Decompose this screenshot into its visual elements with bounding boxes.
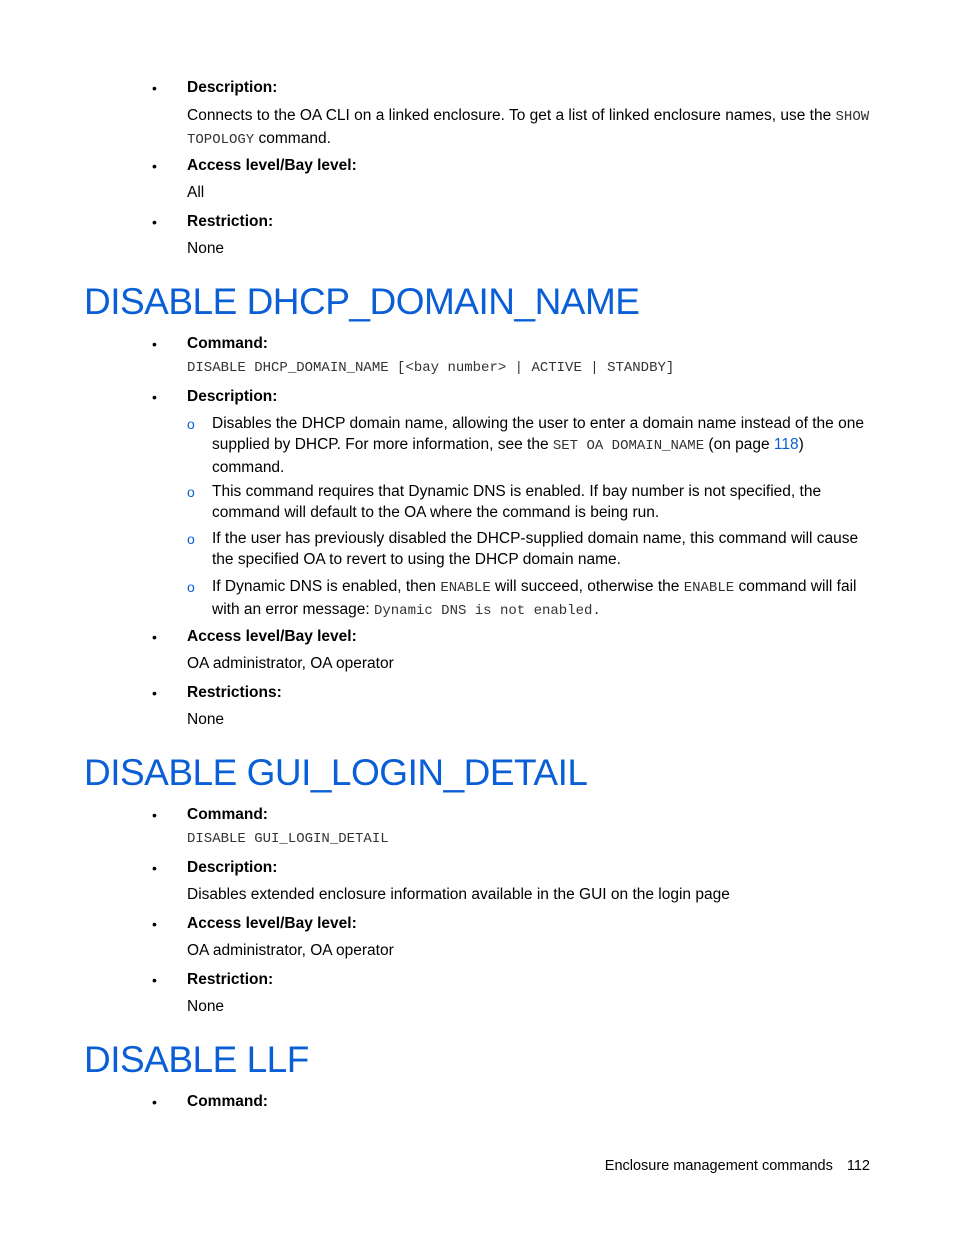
command-label: Command: <box>187 806 268 823</box>
restriction-label: Restriction: <box>187 971 274 988</box>
access-label: Access level/Bay level: <box>187 157 357 174</box>
sub-bullet: o <box>187 416 195 432</box>
code-show: SHOW <box>835 109 870 125</box>
description-label: Description: <box>187 859 278 876</box>
code-enable: ENABLE <box>440 580 491 596</box>
description-text: Connects to the OA CLI on a linked enclosure. To get a list of linked enclosure names, use the SHOW TOPOLOGY command. <box>187 107 870 148</box>
restrictions-label: Restrictions: <box>187 684 282 701</box>
sub-item-4: If Dynamic DNS is enabled, then ENABLE will succeed, otherwise the ENABLE command will fail with an error message: Dynamic DNS is not enabled. <box>212 578 857 619</box>
page-number: 112 <box>846 1158 870 1174</box>
code-enable: ENABLE <box>683 580 735 596</box>
heading-dhcp-domain-name: DISABLE DHCP_DOMAIN_NAME <box>84 281 640 322</box>
heading-disable-llf: DISABLE LLF <box>84 1039 309 1080</box>
access-value: OA administrator, OA operator <box>187 655 394 672</box>
access-value: OA administrator, OA operator <box>187 942 394 959</box>
sub-bullet: o <box>187 531 195 547</box>
description-label: Description: <box>187 388 278 405</box>
sub-item-1: Disables the DHCP domain name, allowing the user to enter a domain name instead of the one supplied by DHCP. For more information, see the SET OA DOMAIN_NAME (on page 118) command. <box>212 415 864 476</box>
heading-gui-login-detail: DISABLE GUI_LOGIN_DETAIL <box>84 752 588 793</box>
access-label: Access level/Bay level: <box>187 628 357 645</box>
access-value: All <box>187 184 205 201</box>
page-footer <box>605 1158 870 1174</box>
sub-item-2: This command requires that Dynamic DNS is enabled. If bay number is not specified, the command will default to the OA where the command is being run. <box>212 483 822 521</box>
description-text: Disables extended enclosure information available in the GUI on the login page <box>187 886 730 903</box>
code-set-oa-domain-name: SET OA DOMAIN_NAME <box>552 438 705 454</box>
command-syntax: DISABLE DHCP_DOMAIN_NAME [<bay number> | ACTIVE | STANDBY] <box>187 360 675 376</box>
command-label: Command: <box>187 335 268 352</box>
access-label: Access level/Bay level: <box>187 915 357 932</box>
document-page: • Description: Connects to the OA CLI on a linked enclosure. To get a list of linked enclosure names, use the SHOW TOPOLOGY command. • Access level/Bay level: All • Restriction: None DISABLE DHCP_DOMAIN_NAME • Command: DISABLE DHCP_DOMAIN_NAME [<bay number> | ACTIVE | STANDBY] • Description: o Disables the DHCP domain name, allowing the user to enter a domain name instead of the one supplied by DHCP. For more information, see the SET OA DOMAIN_NAME (on page 118) command. o This command requires that Dynamic DNS is enabled. If bay number is not specified, the command will default to the OA where the command is being run. o If the user has previously disabled the DHCP-supplied domain name, this command will cause the specified OA to revert to using the DHCP domain name. o If Dynamic DNS is enabled, then ENABLE will succeed, otherwise the ENABLE command will fail with an error message: Dynamic DNS is not enabled. • Access level/Bay level: OA administrator, OA operator • Restrictions: None DISABLE GUI_LOGIN_DETAIL • Command: DISABLE GUI_LOGIN_DETAIL • Description: Disables extended enclosure information available in the GUI on the login page • Access level/Bay level: OA administrator, OA operator • Restriction: None DISABLE LLF • Command: Enclosure management commands 112 <box>84 79 870 1174</box>
code-topology: TOPOLOGY <box>187 132 255 148</box>
restriction-label: Restriction: <box>187 213 274 230</box>
sub-bullet: o <box>187 484 195 500</box>
bullet-dot: • <box>152 80 157 96</box>
sub-item-3: If the user has previously disabled the DHCP-supplied domain name, this command will cause the specified OA to revert to using the DHCP domain name. <box>212 530 859 568</box>
command-syntax: DISABLE GUI_LOGIN_DETAIL <box>187 831 389 847</box>
restriction-value: None <box>187 998 225 1015</box>
page-link-118[interactable]: 118 <box>773 436 799 453</box>
restriction-value: None <box>187 240 225 257</box>
restrictions-value: None <box>187 711 225 728</box>
command-label: Command: <box>187 1093 268 1110</box>
footer-section-title: Enclosure management commands <box>604 1158 833 1174</box>
sub-bullet: o <box>187 579 195 595</box>
code-error-message: Dynamic DNS is not enabled. <box>373 603 601 619</box>
description-label: Description: <box>187 79 278 96</box>
